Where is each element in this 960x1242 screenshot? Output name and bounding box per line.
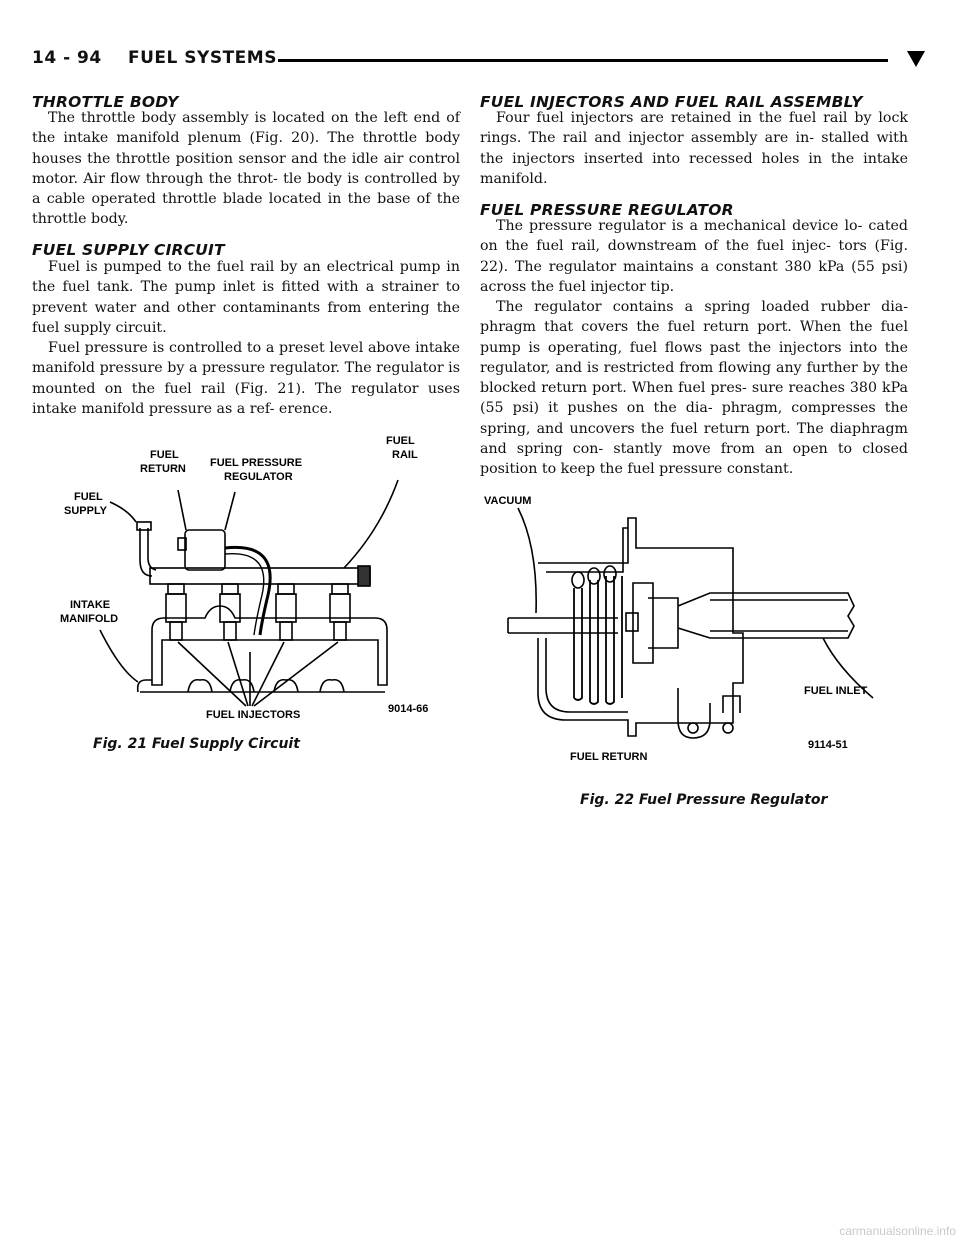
- fig21-label-fuel-pressure-regulator-2: REGULATOR: [224, 471, 293, 483]
- chrysler-triangle-icon: [906, 50, 926, 68]
- fig22-label-fuel-return: FUEL RETURN: [570, 751, 648, 763]
- fig22-fuel-pressure-regulator-diagram: [478, 488, 898, 778]
- throttle-body-paragraph: The throttle body assembly is located on the left end of the intake manifold plenum (Fig. 20). The throttle body houses the throttle position sensor and the idle air control motor. Air flow through the throt- tle body is controlled by a cable operated throttle blade located in the base of the throttle body.: [32, 110, 460, 228]
- fig22-caption: Fig. 22 Fuel Pressure Regulator: [580, 792, 828, 808]
- fig21-label-intake-manifold-2: MANIFOLD: [60, 613, 119, 625]
- fig21-label-fuel-supply-1: FUEL: [74, 491, 103, 503]
- fuel-pressure-regulator-paragraph-1: The pressure regulator is a mechanical device lo- cated on the fuel rail, downstream of the fuel injec- tors (Fig. 22). The regulator maintains a constant 380 kPa (55 psi) across the fuel injector tip.: [480, 218, 908, 295]
- heading-fuel-injectors-rail: FUEL INJECTORS AND FUEL RAIL ASSEMBLY: [480, 93, 863, 111]
- fig22-label-fuel-inlet: FUEL INLET: [804, 685, 868, 697]
- fig21-label-fuel-rail-1: FUEL: [386, 435, 415, 447]
- watermark: carmanualsonline.info: [839, 1224, 956, 1238]
- page-header: [32, 46, 928, 74]
- fig21-label-fuel-return-2: RETURN: [140, 463, 186, 475]
- fig22-label-vacuum: VACUUM: [484, 495, 532, 507]
- fuel-supply-paragraph-1: Fuel is pumped to the fuel rail by an electrical pump in the fuel tank. The pump inlet is fitted with a strainer to prevent water and other contaminants from entering the fuel supply circuit.: [32, 259, 460, 336]
- fig21-label-fuel-supply-2: SUPPLY: [64, 505, 108, 517]
- heading-fuel-supply-circuit: FUEL SUPPLY CIRCUIT: [32, 241, 225, 259]
- fig21-label-fuel-rail-2: RAIL: [392, 449, 418, 461]
- fig21-label-fuel-pressure-regulator-1: FUEL PRESSURE: [210, 457, 303, 469]
- header-rule: [278, 59, 888, 62]
- page-number: 14 - 94: [32, 48, 102, 68]
- fig21-fuel-supply-diagram: [40, 430, 460, 730]
- fuel-supply-paragraph-2: Fuel pressure is controlled to a preset level above intake manifold pressure by a pressure regulator. The regulator is mounted on the fuel rail (Fig. 21). The regulator uses intake manifold pressure as a ref- erence.: [32, 340, 460, 417]
- section-title: FUEL SYSTEMS: [128, 48, 277, 68]
- heading-fuel-pressure-regulator: FUEL PRESSURE REGULATOR: [480, 201, 734, 219]
- heading-throttle-body: THROTTLE BODY: [32, 93, 179, 111]
- fig21-label-fuel-return-1: FUEL: [150, 449, 179, 461]
- fig22-label-code: 9114-51: [808, 739, 848, 751]
- fuel-injectors-paragraph: Four fuel injectors are retained in the fuel rail by lock rings. The rail and injector assembly are in- stalled with the injectors inserted into recessed holes in the intake manifold.: [480, 110, 908, 187]
- fig21-label-fuel-injectors: FUEL INJECTORS: [206, 709, 301, 721]
- fig21-caption: Fig. 21 Fuel Supply Circuit: [93, 736, 300, 752]
- fig21-label-intake-manifold-1: INTAKE: [70, 599, 111, 611]
- fig21-label-code: 9014-66: [388, 703, 429, 715]
- fuel-pressure-regulator-paragraph-2: The regulator contains a spring loaded rubber dia- phragm that covers the fuel return port. When the fuel pump is operating, fuel flows past the injectors into the regulator, and is restricted from flowing any further by the blocked return port. When fuel pres- sure reaches 380 kPa (55 psi) it pushes on the dia- phragm, compresses the spring, and uncovers the fuel return port. The diaphragm and spring con- stantly move from an open to closed position to keep the fuel pressure constant.: [480, 299, 908, 478]
